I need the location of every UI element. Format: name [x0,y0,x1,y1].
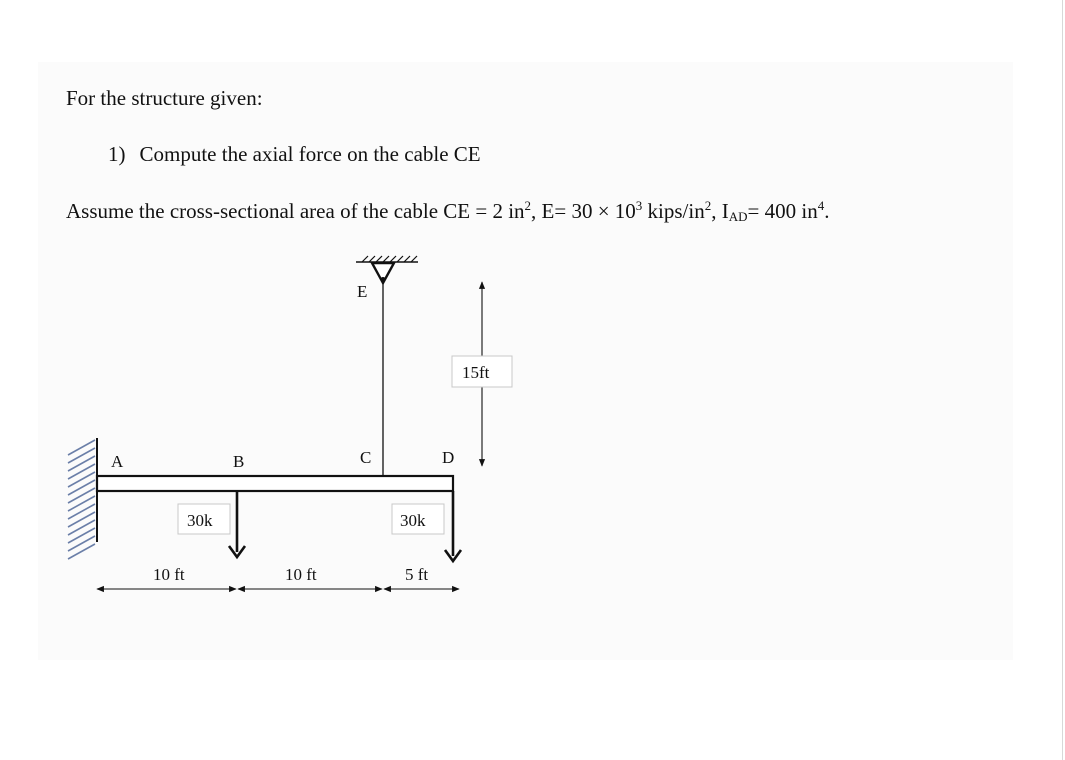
point-label-d: D [442,448,455,467]
pin-support-e [356,256,418,283]
assumption-part: . [824,199,830,223]
assumption-part: , I [711,199,729,223]
point-label-c: C [360,448,372,467]
task-number: 1) [108,142,126,166]
point-label-a: A [111,452,124,471]
load-label-d: 30k [400,511,426,530]
modulus-unit-exponent: 2 [704,198,712,213]
problem-heading: For the structure given: [66,86,263,110]
span-label-cd: 5 ft [405,565,429,584]
beam-ad [97,476,453,491]
task-text: Compute the axial force on the cable CE [139,142,481,166]
inertia-exponent: 4 [817,198,825,213]
fixed-support-wall [68,438,97,559]
point-label-b: B [233,452,245,471]
span-label-ab: 10 ft [153,565,185,584]
load-label-b: 30k [187,511,213,530]
cable-height-dimension [452,282,512,466]
assumption-part: , E= 30 × 10 [531,199,636,223]
inertia-subscript: AD [728,209,748,224]
modulus-exponent: 3 [635,198,643,213]
point-label-e: E [357,282,368,301]
cable-height-label: 15ft [462,363,490,382]
assumption-part: Assume the cross-sectional area of the cable CE = 2 in [66,199,525,223]
assumption-part: kips/in [642,199,705,223]
span-label-bc: 10 ft [285,565,317,584]
assumption-part: = 400 in [747,199,818,223]
area-exponent: 2 [524,198,532,213]
